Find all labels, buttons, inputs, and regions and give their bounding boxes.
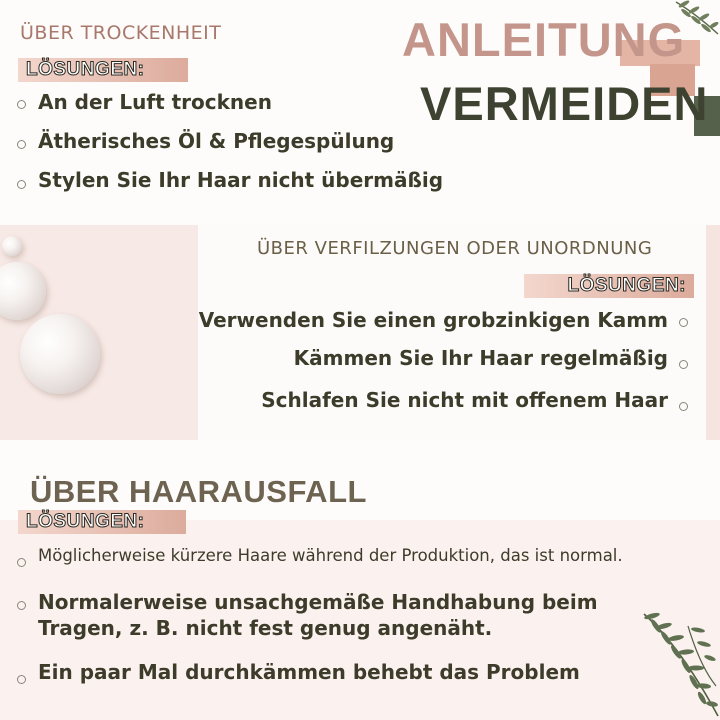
section3-heading: ÜBER HAARAUSFALL [30, 474, 367, 509]
section3-item-1: Möglicherweise kürzere Haare während der Produktion, das ist normal. [38, 546, 623, 565]
bullet-icon [17, 558, 26, 567]
pearl-large-icon [20, 314, 100, 394]
bullet-icon [679, 318, 688, 327]
section3-solutions-label: LÖSUNGEN: [18, 510, 186, 534]
middle-band-right-edge [706, 225, 720, 440]
section2-item-2: Kämmen Sie Ihr Haar regelmäßig [293, 346, 668, 370]
section1-heading: ÜBER TROCKENHEIT [20, 22, 222, 44]
bullet-icon [17, 601, 26, 610]
bullet-icon [17, 100, 26, 109]
pearl-small-icon [2, 236, 22, 256]
section1-item-3: Stylen Sie Ihr Haar nicht übermäßig [38, 168, 444, 192]
bullet-icon [17, 180, 26, 189]
section3-item-3: Ein paar Mal durchkämmen behebt das Problem [38, 660, 580, 684]
bullet-icon [679, 360, 688, 369]
section2-item-1: Verwenden Sie einen grobzinkigen Kamm [198, 308, 668, 332]
title-line-2: VERMEIDEN [420, 77, 709, 130]
section2-item-3: Schlafen Sie nicht mit offenem Haar [261, 388, 668, 412]
fern-bottom-icon [640, 606, 720, 720]
section1-item-1: An der Luft trocknen [38, 90, 272, 114]
bullet-icon [17, 675, 26, 684]
section2-solutions-label: LÖSUNGEN: [524, 274, 694, 298]
title-line-1: ANLEITUNG [402, 13, 686, 66]
bullet-icon [679, 402, 688, 411]
section1-solutions-label: LÖSUNGEN: [18, 58, 188, 82]
section2-heading: ÜBER VERFILZUNGEN ODER UNORDNUNG [257, 238, 653, 259]
section3-item-2-line-1: Normalerweise unsachgemäße Handhabung beim [38, 590, 598, 614]
section1-item-2: Ätherisches Öl & Pflegespülung [38, 129, 395, 153]
section3-item-2-line-2: Tragen, z. B. nicht fest genug angenäht. [38, 616, 493, 640]
bullet-icon [17, 140, 26, 149]
